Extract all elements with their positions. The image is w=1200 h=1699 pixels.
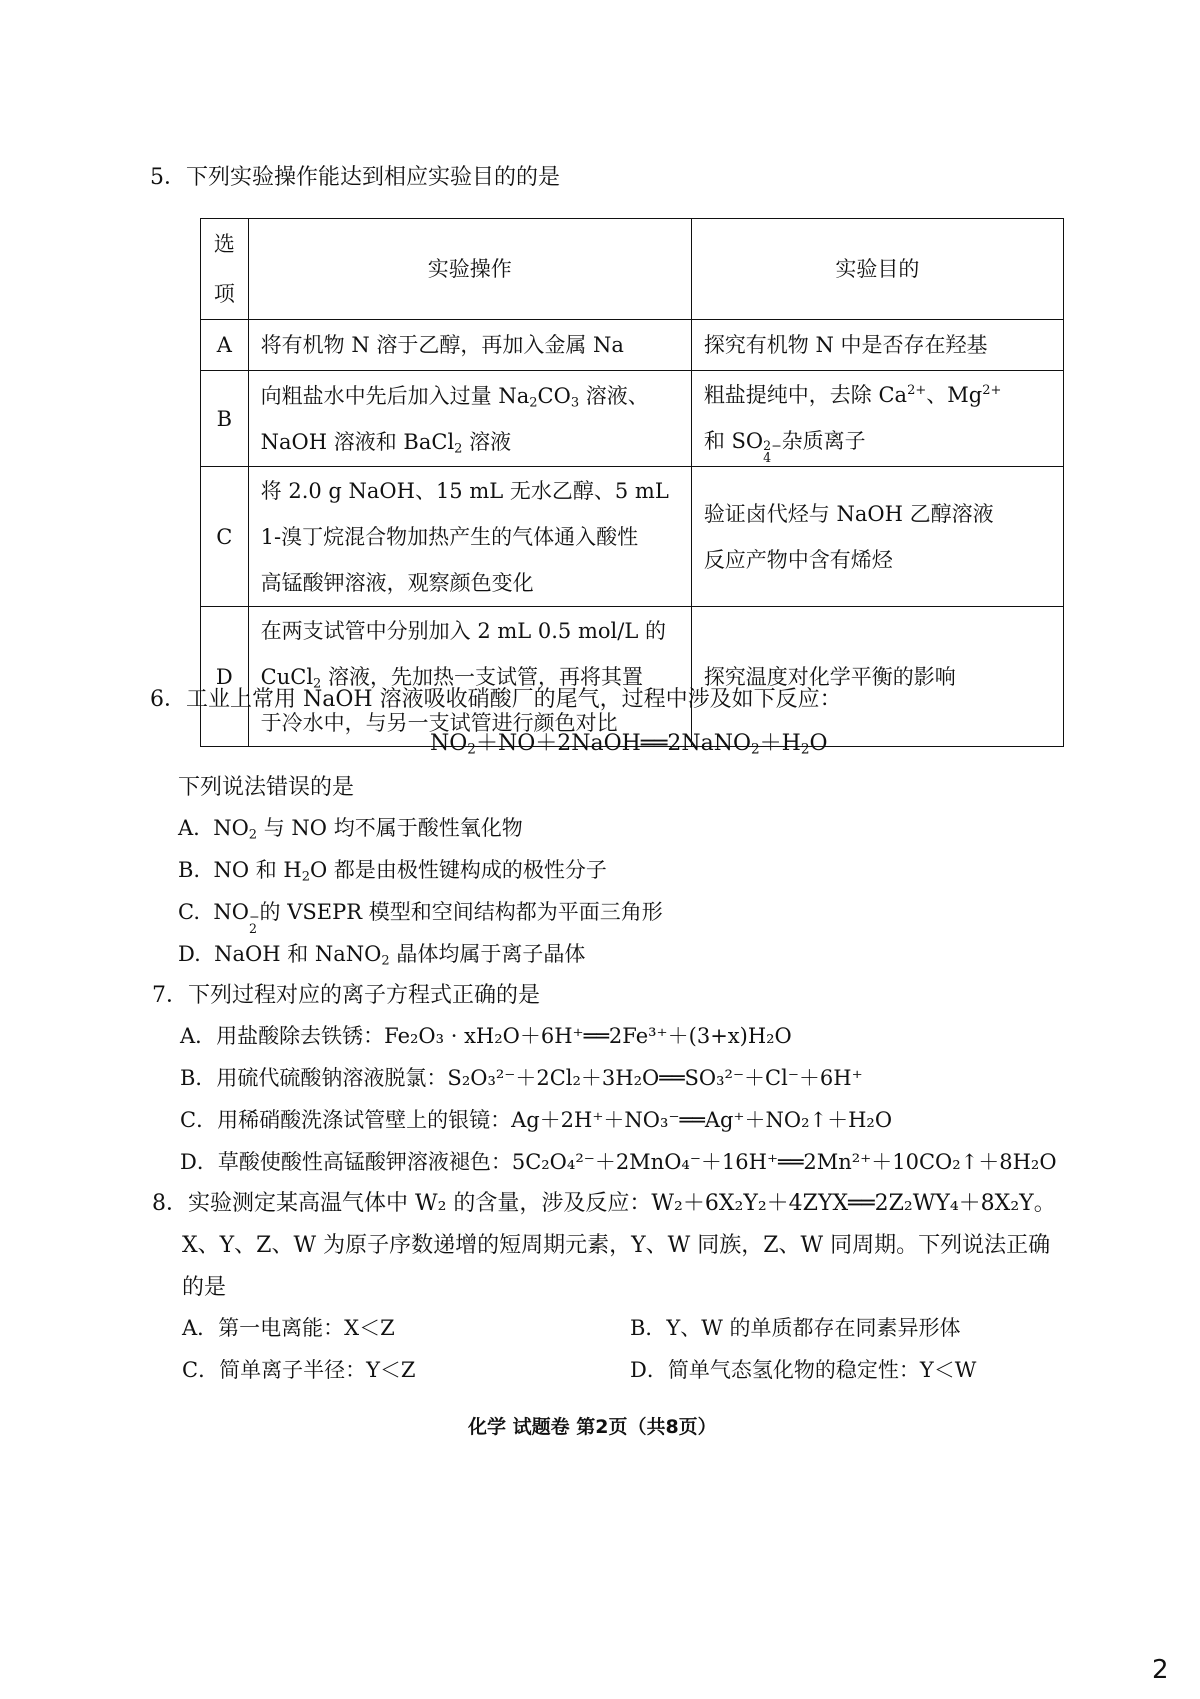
row-purpose: 探究有机物 N 中是否存在羟基 — [691, 320, 1063, 371]
row-option: C — [201, 467, 249, 607]
q6-option-c: C. NO − 2 的 VSEPR 模型和空间结构都为平面三角形 — [178, 900, 663, 937]
q8-option-a: A．第一电离能：X＜Z — [182, 1316, 395, 1340]
header-purpose: 实验目的 — [691, 219, 1063, 320]
row-operation: 将 2.0 g NaOH、15 mL 无水乙醇、5 mL 1-溴丁烷混合物加热产生的气体通入酸性 高锰酸钾溶液，观察颜色变化 — [248, 467, 691, 607]
q8-option-c: C．简单离子半径：Y＜Z — [182, 1358, 416, 1382]
q8-stem-line1: 8．实验测定某高温气体中 W₂ 的含量，涉及反应：W₂＋6X₂Y₂＋4ZYX══2Z₂WY₄＋8X₂Y。 — [152, 1191, 1056, 1216]
q8-stem-line2: X、Y、Z、W 为原子序数递增的短周期元素，Y、W 同族，Z、W 同周期。下列说法正确 — [182, 1233, 1051, 1258]
table-row — [201, 320, 1064, 371]
q7-option-d: D．草酸使酸性高锰酸钾溶液褪色：5C₂O₄²⁻＋2MnO₄⁻＋16H⁺══2Mn²⁺＋10CO₂↑＋8H₂O — [180, 1150, 1057, 1174]
q5-stem: 5．下列实验操作能达到相应实验目的的是 — [150, 165, 560, 190]
q7-stem: 7．下列过程对应的离子方程式正确的是 — [152, 983, 540, 1008]
row-operation: 将有机物 N 溶于乙醇，再加入金属 Na — [248, 320, 691, 371]
q6-option-a: A. $NO_2$ 与 NO 均不属于酸性氧化物 — [178, 816, 523, 843]
table-row — [201, 467, 1064, 607]
header-option: 选项 — [201, 219, 249, 320]
q6-stem: 6．工业上常用 NaOH 溶液吸收硝酸厂的尾气，过程中涉及如下反应： — [150, 687, 842, 712]
row-purpose: 粗盐提纯中，去除 $Ca^{2+}$、$Mg^{2+}$ 和 SO 2− 4 杂质离子 — [691, 371, 1063, 467]
q6-prompt: 下列说法错误的是 — [178, 775, 355, 800]
row-option: A — [201, 320, 249, 371]
q7-option-a: A．用盐酸除去铁锈：Fe₂O₃ · xH₂O＋6H⁺══2Fe³⁺＋(3+x)H₂O — [180, 1024, 792, 1048]
q8-option-b: B．Y、W 的单质都存在同素异形体 — [630, 1316, 961, 1340]
q7-option-c: C．用稀硝酸洗涤试管壁上的银镜：Ag＋2H⁺＋NO₃⁻══Ag⁺＋NO₂↑＋H₂O — [180, 1108, 893, 1132]
row-purpose: 验证卤代烃与 NaOH 乙醇溶液 反应产物中含有烯烃 — [691, 467, 1063, 607]
page-number: 2 — [1152, 1655, 1169, 1685]
row-option: D — [201, 607, 249, 747]
table-row — [201, 371, 1064, 467]
page-footer: 化学 试题卷 第2页（共8页） — [468, 1416, 717, 1438]
q6-option-d: D. NaOH 和 NaNO$_2$ 晶体均属于离子晶体 — [178, 942, 586, 969]
row-purpose: 探究温度对化学平衡的影响 — [691, 607, 1063, 747]
q6-option-b: B. NO 和 $H_2O$ 都是由极性键构成的极性分子 — [178, 858, 607, 885]
q8-option-d: D．简单气态氢化物的稳定性：Y＜W — [630, 1358, 977, 1382]
row-operation: 向粗盐水中先后加入过量 $Na_2CO_3$ 溶液、 NaOH 溶液和 BaCl$_2$ 溶液 — [248, 371, 691, 467]
table-header-row — [201, 219, 1064, 320]
q5-table — [200, 218, 1064, 747]
row-option: B — [201, 371, 249, 467]
q7-option-b: B．用硫代硫酸钠溶液脱氯：S₂O₃²⁻＋2Cl₂＋3H₂O══SO₃²⁻＋Cl⁻＋6H⁺ — [180, 1066, 863, 1090]
header-operation: 实验操作 — [248, 219, 691, 320]
row-operation: 在两支试管中分别加入 2 mL 0.5 mol/L 的 CuCl$_2$ 溶液，先加热一支试管，再将其置 于冷水中，与另一支试管进行颜色对比 — [248, 607, 691, 747]
q8-stem-line3: 的是 — [182, 1275, 227, 1300]
q6-equation: $NO_2+NO+2NaOH══2NaNO_2+H_2O$ — [430, 731, 828, 758]
